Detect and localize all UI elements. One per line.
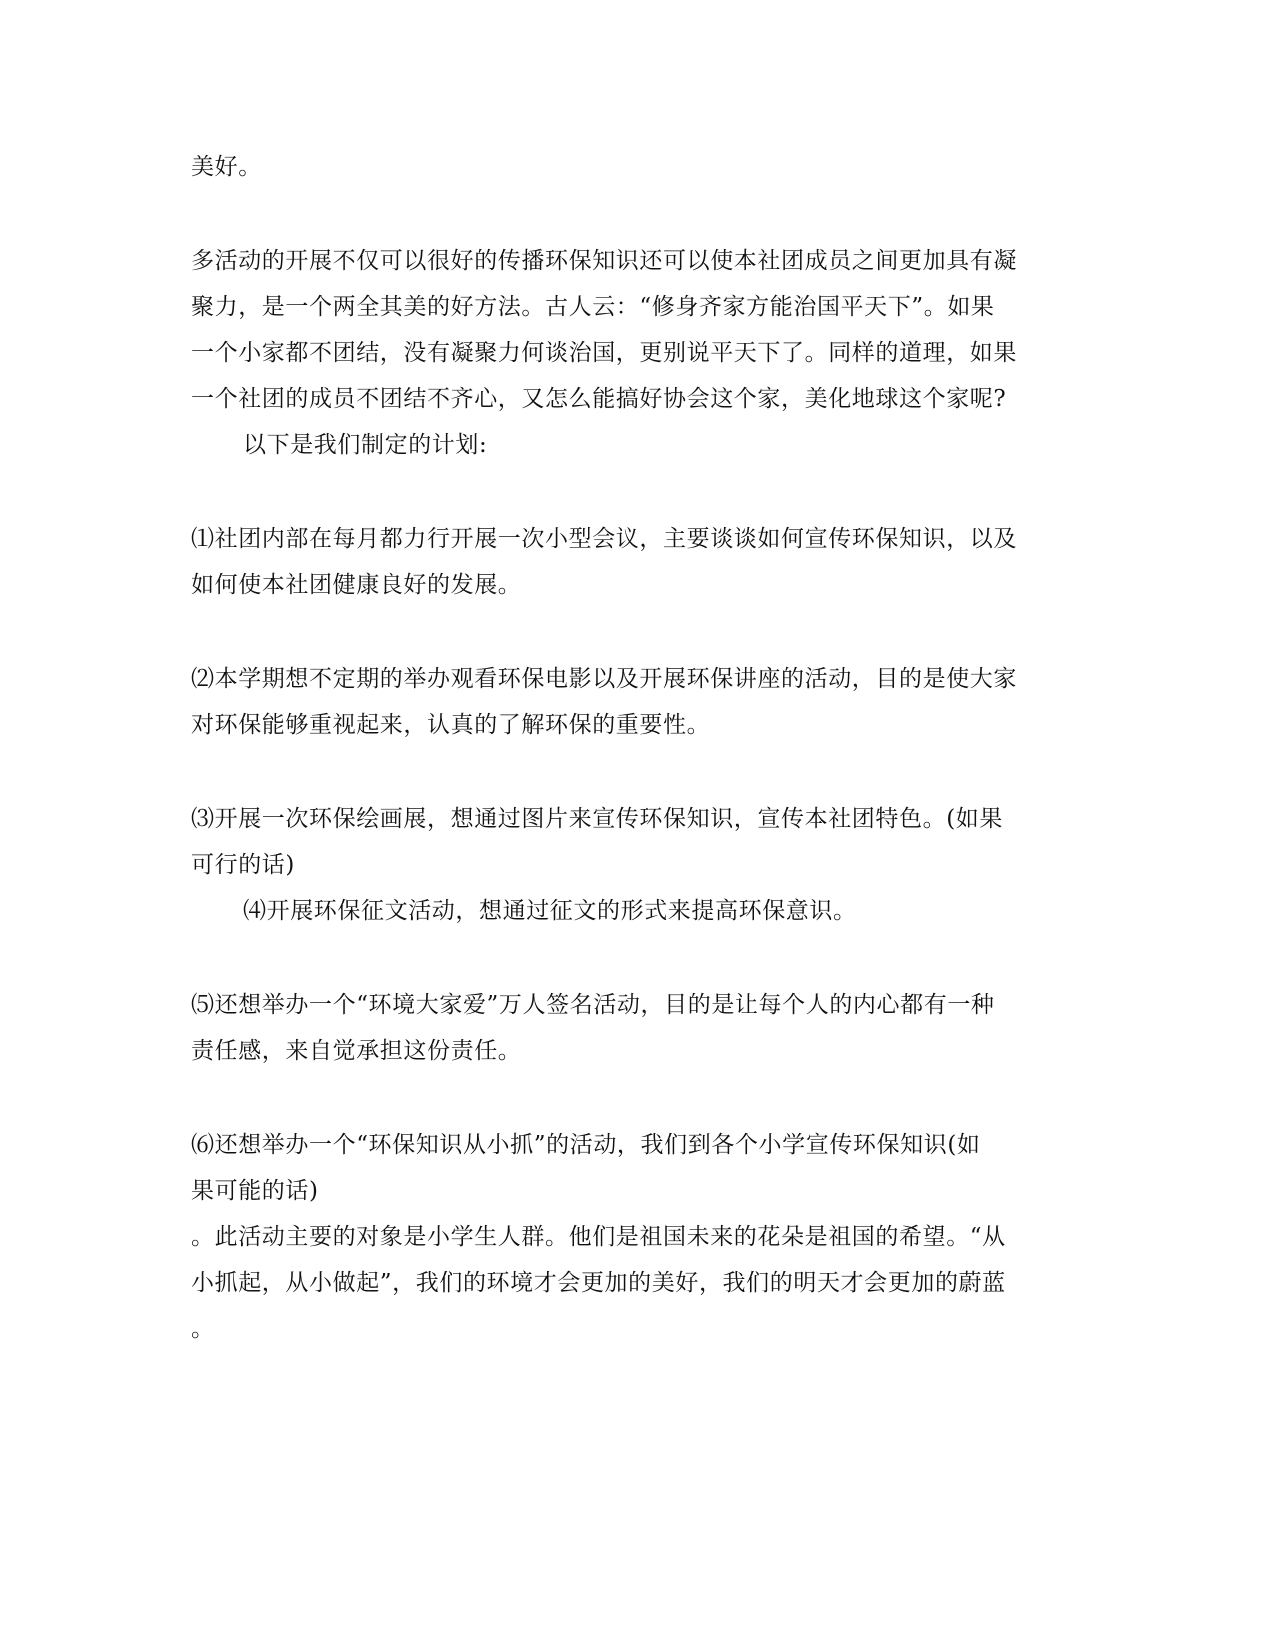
text-line: 一个社团的成员不团结不齐心，又怎么能搞好协会这个家，美化地球这个家呢?	[191, 386, 1007, 412]
text-line: ⑶开展一次环保绘画展，想通过图片来宣传环保知识，宣传本社团特色。(如果	[191, 806, 1003, 832]
text-line: ⑹还想举办一个“环保知识从小抓”的活动，我们到各个小学宣传环保知识(如	[191, 1132, 981, 1158]
text-line: 小抓起，从小做起”，我们的环境才会更加的美好，我们的明天才会更加的蔚蓝	[191, 1270, 1006, 1296]
text-line: 聚力，是一个两全其美的好方法。古人云：“修身齐家方能治国平天下”。如果	[191, 294, 995, 320]
text-line: ⑴社团内部在每月都力行开展一次小型会议，主要谈谈如何宣传环保知识，以及	[191, 526, 1017, 552]
text-line: 可行的话)	[191, 852, 295, 878]
text-line: 。此活动主要的对象是小学生人群。他们是祖国未来的花朵是祖国的希望。“从	[191, 1224, 1006, 1250]
text-line: 果可能的话)	[191, 1178, 319, 1204]
text-line: 对环保能够重视起来，认真的了解环保的重要性。	[191, 712, 711, 738]
text-line: 以下是我们制定的计划:	[243, 432, 488, 458]
text-line: ⑵本学期想不定期的举办观看环保电影以及开展环保讲座的活动，目的是使大家	[191, 666, 1017, 692]
text-line: 一个小家都不团结，没有凝聚力何谈治国，更别说平天下了。同样的道理，如果	[191, 340, 1017, 366]
text-line: 美好。	[191, 154, 262, 180]
text-line: 如何使本社团健康良好的发展。	[191, 572, 522, 598]
text-line: ⑷开展环保征文活动，想通过征文的形式来提高环保意识。	[243, 898, 857, 924]
text-line: 多活动的开展不仅可以很好的传播环保知识还可以使本社团成员之间更加具有凝	[191, 248, 1017, 274]
text-line: 责任感，来自觉承担这份责任。	[191, 1038, 522, 1064]
text-line: 。	[191, 1316, 215, 1342]
text-line: ⑸还想举办一个“环境大家爱”万人签名活动，目的是让每个人的内心都有一种	[191, 992, 995, 1018]
